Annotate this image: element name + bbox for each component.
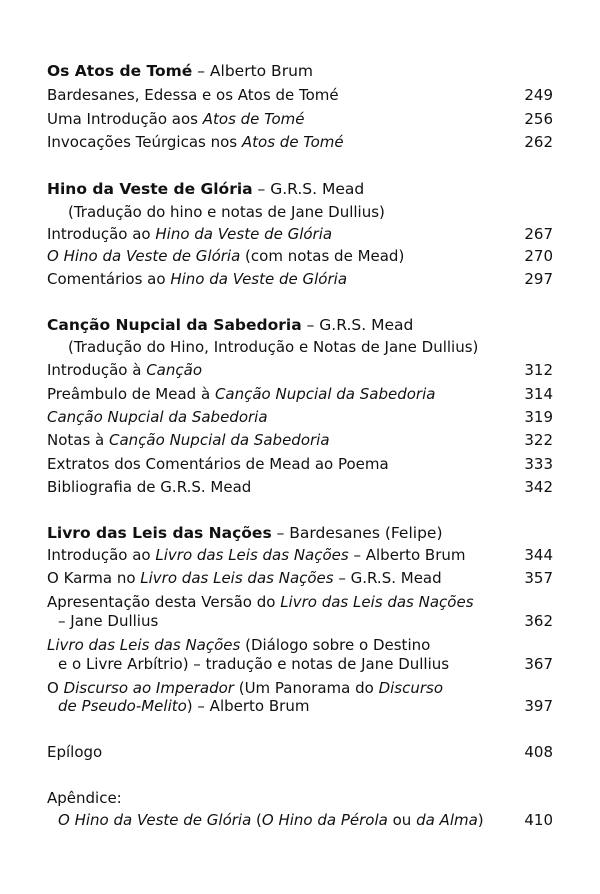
toc-entry bbox=[0, 267, 600, 291]
toc-entry-title bbox=[47, 566, 442, 590]
toc-section-heading bbox=[0, 59, 600, 83]
italic-title-text: O Hino da Veste de Glória bbox=[58, 811, 252, 829]
toc-entry-title bbox=[47, 59, 313, 83]
toc-entry-title bbox=[47, 521, 443, 545]
entry-text: Introdução à bbox=[47, 361, 147, 379]
toc-entry-title bbox=[58, 808, 484, 832]
entry-text: Epílogo bbox=[47, 743, 103, 761]
toc-entry-title bbox=[47, 740, 102, 764]
toc-entry-title bbox=[47, 543, 466, 567]
toc-entry bbox=[0, 808, 600, 832]
section-title: Livro das Leis das Nações bbox=[47, 524, 272, 542]
page-number: 410 bbox=[524, 811, 553, 829]
toc-entry-title bbox=[47, 786, 122, 810]
italic-title-text: O Hino da Veste de Glória bbox=[47, 247, 241, 265]
italic-title-text: Canção Nupcial da Sabedoria bbox=[47, 408, 268, 426]
italic-title-text: Livro das Leis das Nações bbox=[155, 546, 349, 564]
toc-entry-title bbox=[47, 358, 202, 382]
page-number: 322 bbox=[524, 431, 553, 449]
entry-text: O Karma no bbox=[47, 569, 141, 587]
page-number: 344 bbox=[524, 546, 553, 564]
toc-entry-title bbox=[58, 609, 158, 633]
toc-entry-title bbox=[58, 694, 309, 718]
toc-entry bbox=[0, 222, 600, 246]
page-number: 319 bbox=[524, 408, 553, 426]
section-title: Os Atos de Tomé bbox=[47, 62, 193, 80]
italic-title-text: de Pseudo-Melito bbox=[58, 697, 187, 715]
entry-text: Introdução ao bbox=[47, 546, 156, 564]
section-author: – G.R.S. Mead bbox=[252, 180, 365, 198]
toc-entry bbox=[0, 107, 600, 131]
toc-entry-title bbox=[47, 405, 268, 429]
page-number: 333 bbox=[524, 455, 553, 473]
toc-entry bbox=[0, 786, 600, 810]
toc-entry bbox=[0, 405, 600, 429]
toc-entry bbox=[0, 452, 600, 476]
italic-title-text: Hino da Veste de Glória bbox=[170, 270, 348, 288]
italic-title-text: Discurso ao Imperador bbox=[63, 679, 234, 697]
toc-entry-title bbox=[47, 475, 251, 499]
entry-text: Invocações Teúrgicas nos bbox=[47, 133, 242, 151]
toc-entry-title bbox=[47, 222, 332, 246]
toc-entry bbox=[0, 335, 600, 359]
entry-text: Bibliografia de G.R.S. Mead bbox=[47, 478, 252, 496]
italic-title-text: Hino da Veste de Glória bbox=[155, 225, 333, 243]
entry-text: (Tradução do Hino, Introdução e Notas de Jane Dullius) bbox=[68, 338, 479, 356]
toc-entry bbox=[0, 694, 600, 718]
section-author: – Alberto Brum bbox=[192, 62, 313, 80]
toc-entry-title bbox=[68, 200, 385, 224]
italic-title-text: Livro das Leis das Nações bbox=[280, 593, 474, 611]
italic-title-text: da Alma bbox=[416, 811, 478, 829]
toc-entry bbox=[0, 428, 600, 452]
toc-entry-title bbox=[47, 428, 330, 452]
toc-entry bbox=[0, 566, 600, 590]
italic-title-text: Atos de Tomé bbox=[241, 133, 344, 151]
page-number: 312 bbox=[524, 361, 553, 379]
toc-entry bbox=[0, 130, 600, 154]
toc-entry-title bbox=[47, 267, 347, 291]
toc-entry-title bbox=[47, 382, 435, 406]
toc-entry-title bbox=[47, 177, 364, 201]
entry-text: Bardesanes, Edessa e os Atos de Tomé bbox=[47, 86, 339, 104]
italic-title-text: Atos de Tomé bbox=[202, 110, 305, 128]
entry-text: e o Livre Arbítrio) – tradução e notas de Jane Dullius bbox=[58, 655, 450, 673]
entry-text: Notas à bbox=[47, 431, 110, 449]
section-author: – Bardesanes (Felipe) bbox=[271, 524, 443, 542]
toc-entry bbox=[0, 652, 600, 676]
page-number: 297 bbox=[524, 270, 553, 288]
entry-text: ( bbox=[251, 811, 262, 829]
toc-entry bbox=[0, 382, 600, 406]
italic-title-text: Livro das Leis das Nações bbox=[140, 569, 334, 587]
entry-text: Apêndice: bbox=[47, 789, 122, 807]
entry-text: O bbox=[47, 679, 64, 697]
italic-title-text: Discurso bbox=[378, 679, 444, 697]
toc-entry bbox=[0, 543, 600, 567]
italic-title-text: Canção Nupcial da Sabedoria bbox=[109, 431, 330, 449]
toc-entry-title bbox=[47, 107, 305, 131]
entry-text: Extratos dos Comentários de Mead ao Poema bbox=[47, 455, 389, 473]
toc-entry bbox=[0, 740, 600, 764]
section-title: Hino da Veste de Glória bbox=[47, 180, 253, 198]
page-number: 408 bbox=[524, 743, 553, 761]
toc-entry-title bbox=[47, 130, 344, 154]
italic-title-text: Canção Nupcial da Sabedoria bbox=[214, 385, 436, 403]
italic-title-text: Canção bbox=[146, 361, 202, 379]
toc-entry-title bbox=[58, 652, 449, 676]
page-number: 362 bbox=[524, 612, 553, 630]
entry-text: ou bbox=[387, 811, 417, 829]
toc-entry bbox=[0, 358, 600, 382]
toc-entry bbox=[0, 83, 600, 107]
page-number: 256 bbox=[524, 110, 553, 128]
entry-text: ) – Alberto Brum bbox=[186, 697, 310, 715]
toc-entry-title bbox=[47, 452, 389, 476]
entry-text: Comentários ao bbox=[47, 270, 171, 288]
entry-text: (Tradução do hino e notas de Jane Dullius) bbox=[68, 203, 385, 221]
page-number: 267 bbox=[524, 225, 553, 243]
toc-section-heading bbox=[0, 177, 600, 201]
toc-section-heading bbox=[0, 521, 600, 545]
toc-entry-title bbox=[47, 313, 413, 337]
italic-title-text: O Hino da Pérola bbox=[261, 811, 388, 829]
entry-text: ) bbox=[477, 811, 484, 829]
section-title: Canção Nupcial da Sabedoria bbox=[47, 316, 302, 334]
toc-section-heading bbox=[0, 313, 600, 337]
entry-text: – Alberto Brum bbox=[348, 546, 466, 564]
toc-entry-title bbox=[68, 335, 478, 359]
entry-text: (com notas de Mead) bbox=[240, 247, 405, 265]
italic-title-text: Livro das Leis das Nações bbox=[47, 636, 241, 654]
page-number: 342 bbox=[524, 478, 553, 496]
page-number: 314 bbox=[524, 385, 553, 403]
page-number: 357 bbox=[524, 569, 553, 587]
toc-entry bbox=[0, 475, 600, 499]
entry-text: – Jane Dullius bbox=[58, 612, 159, 630]
entry-text: Uma Introdução aos bbox=[47, 110, 203, 128]
toc-entry bbox=[0, 609, 600, 633]
toc-entry bbox=[0, 200, 600, 224]
entry-text: – G.R.S. Mead bbox=[333, 569, 442, 587]
toc-entry-title bbox=[47, 83, 339, 107]
page-number: 270 bbox=[524, 247, 553, 265]
page-number: 397 bbox=[524, 697, 553, 715]
entry-text: Preâmbulo de Mead à bbox=[47, 385, 215, 403]
entry-text: (Diálogo sobre o Destino bbox=[240, 636, 431, 654]
page-number: 367 bbox=[524, 655, 553, 673]
entry-text: Apresentação desta Versão do bbox=[47, 593, 281, 611]
toc-entry bbox=[0, 244, 600, 268]
toc-entry-title bbox=[47, 244, 404, 268]
entry-text: Introdução ao bbox=[47, 225, 156, 243]
page-number: 249 bbox=[524, 86, 553, 104]
page-number: 262 bbox=[524, 133, 553, 151]
entry-text: (Um Panorama do bbox=[233, 679, 379, 697]
section-author: – G.R.S. Mead bbox=[301, 316, 414, 334]
